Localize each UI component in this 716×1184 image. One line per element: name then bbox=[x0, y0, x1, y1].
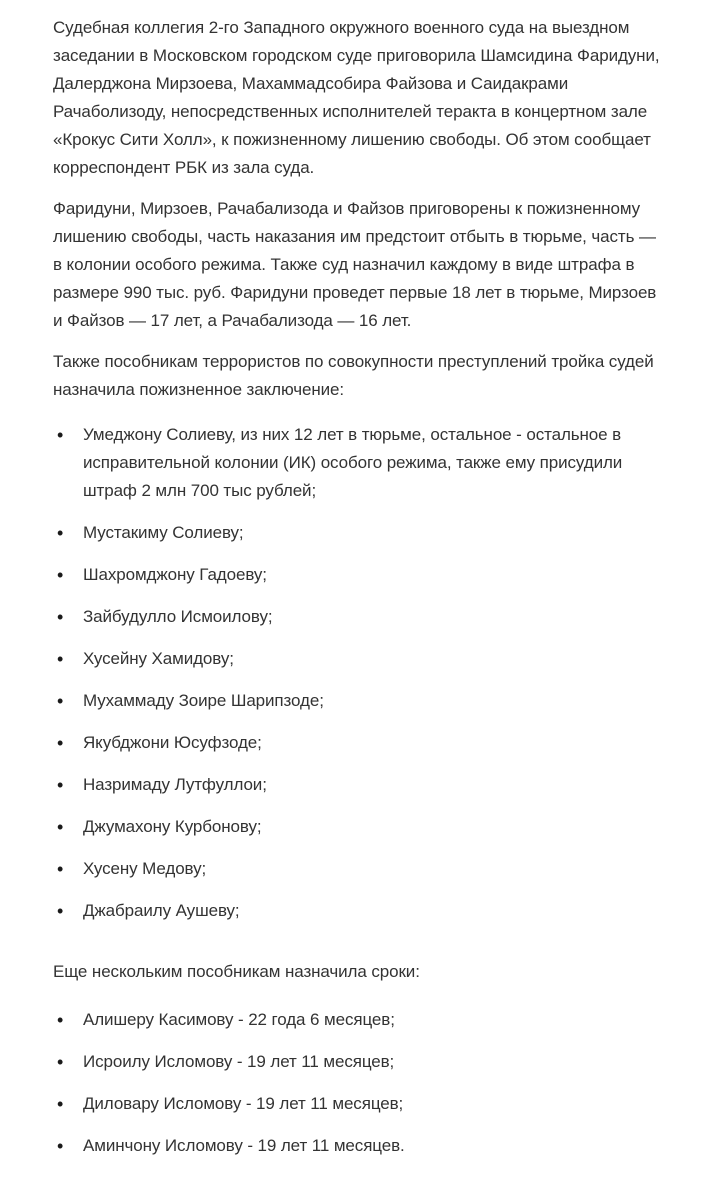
list-item-text: Хусейну Хамидову; bbox=[83, 649, 234, 668]
list-item-text: Умеджону Солиеву, из них 12 лет в тюрьме, остальное - остальное в исправительной колонии (ИК) особого режима, также ему присудили штраф 2 млн 700 тыс рублей; bbox=[83, 425, 623, 500]
bullet-icon: • bbox=[57, 859, 64, 879]
list-item-text: Диловару Исломову - 19 лет 11 месяцев; bbox=[83, 1094, 404, 1113]
life-sentence-list bbox=[53, 421, 666, 925]
list-item-text: Мустакиму Солиеву; bbox=[83, 523, 244, 542]
list-item-text: Алишеру Касимову - 22 года 6 месяцев; bbox=[83, 1010, 395, 1029]
list-item bbox=[53, 421, 666, 505]
bullet-icon: • bbox=[57, 1052, 64, 1072]
list-item bbox=[53, 519, 666, 547]
bullet-icon: • bbox=[57, 691, 64, 711]
bullet-icon: • bbox=[57, 607, 64, 627]
list-item-text: Исроилу Исломову - 19 лет 11 месяцев; bbox=[83, 1052, 395, 1071]
list-item-text: Аминчону Исломову - 19 лет 11 месяцев. bbox=[83, 1136, 405, 1155]
list-item-text: Мухаммаду Зоире Шарипзоде; bbox=[83, 691, 324, 710]
list-item bbox=[53, 1006, 666, 1034]
fixed-terms-list bbox=[53, 1006, 666, 1160]
bullet-icon: • bbox=[57, 565, 64, 585]
bullet-icon: • bbox=[57, 649, 64, 669]
list-item bbox=[53, 603, 666, 631]
paragraph-verdict-intro: Судебная коллегия 2-го Западного окружного военного суда на выездном заседании в Московском городском суде приговорила Шамсидина Фаридуни, Далерджона Мирзоева, Махаммадсобира Файзова и Саидакрами Рачаболизоду, непосредственных исполнителей теракта в концертном зале «Крокус Сити Холл», к пожизненному лишению свободы. Об этом сообщает корреспондент РБК из зала суда. bbox=[53, 18, 660, 177]
list-item bbox=[53, 1132, 666, 1160]
bullet-icon: • bbox=[57, 733, 64, 753]
bullet-icon: • bbox=[57, 817, 64, 837]
bullet-icon: • bbox=[57, 523, 64, 543]
list-item-text: Якубджони Юсуфзоде; bbox=[83, 733, 262, 752]
list-item bbox=[53, 897, 666, 925]
list-item bbox=[53, 771, 666, 799]
bullet-icon: • bbox=[57, 1094, 64, 1114]
list-item bbox=[53, 561, 666, 589]
list-item-text: Джумахону Курбонову; bbox=[83, 817, 262, 836]
bullet-icon: • bbox=[57, 1136, 64, 1156]
list-item bbox=[53, 645, 666, 673]
list-item bbox=[53, 813, 666, 841]
bullet-icon: • bbox=[57, 775, 64, 795]
list-item-text: Назримаду Лутфуллои; bbox=[83, 775, 267, 794]
list-item-text: Хусену Медову; bbox=[83, 859, 207, 878]
list-item-text: Шахромджону Гадоеву; bbox=[83, 565, 267, 584]
list-item-text: Джабраилу Аушеву; bbox=[83, 901, 240, 920]
list-item bbox=[53, 1048, 666, 1076]
paragraph-terms-lead: Еще нескольким пособникам назначила сроки: bbox=[53, 962, 420, 981]
bullet-icon: • bbox=[57, 425, 64, 445]
list-item bbox=[53, 729, 666, 757]
list-item bbox=[53, 687, 666, 715]
paragraph-sentence-details: Фаридуни, Мирзоев, Рачабализода и Файзов приговорены к пожизненному лишению свободы, часть наказания им предстоит отбыть в тюрьме, часть — в колонии особого режима. Также суд назначил каждому в виде штрафа в размере 990 тыс. руб. Фаридуни проведет первые 18 лет в тюрьме, Мирзоев и Файзов — 17 лет, а Рачабализода — 16 лет. bbox=[53, 199, 657, 330]
paragraph-accomplices-lead: Также пособникам террористов по совокупности преступлений тройка судей назначила пожизненное заключение: bbox=[53, 352, 654, 399]
list-item-text: Зайбудулло Исмоилову; bbox=[83, 607, 273, 626]
bullet-icon: • bbox=[57, 901, 64, 921]
list-item bbox=[53, 855, 666, 883]
bullet-icon: • bbox=[57, 1010, 64, 1030]
list-item bbox=[53, 1090, 666, 1118]
